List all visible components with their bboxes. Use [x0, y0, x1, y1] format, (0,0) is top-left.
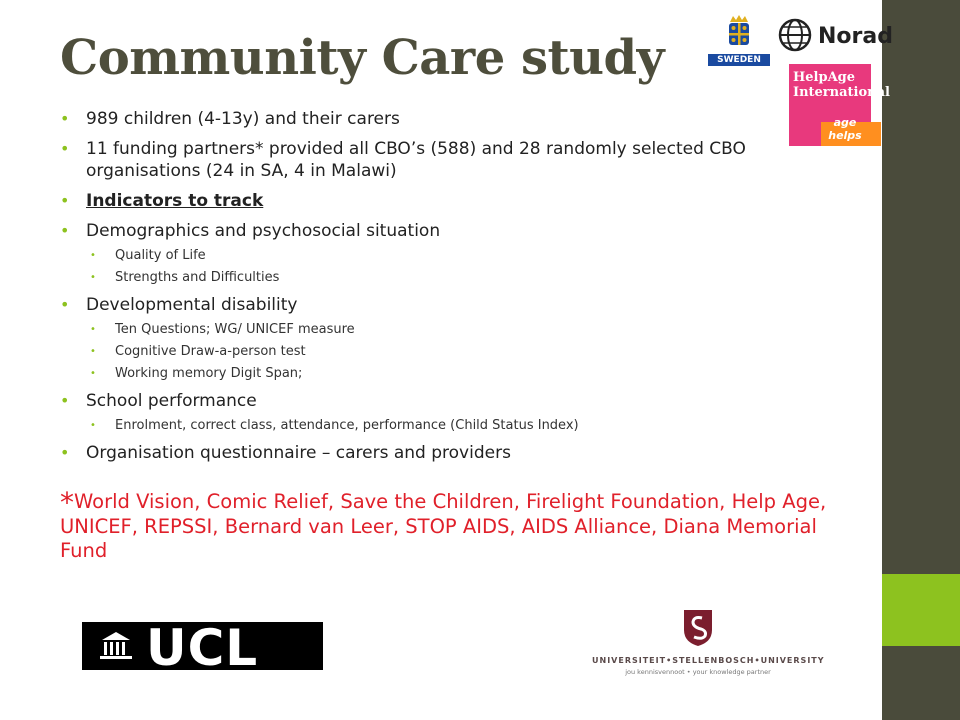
bullet-marker-icon: •: [90, 324, 96, 335]
bullet-item: [60, 220, 860, 242]
bullet-item: [60, 108, 860, 130]
funders-asterisk: *: [60, 486, 74, 519]
bullet-text: Organisation questionnaire – carers and providers: [86, 443, 511, 463]
bullet-marker-icon: •: [60, 191, 70, 210]
bullet-text: 989 children (4-13y) and their carers: [86, 109, 400, 129]
bullet-item: [60, 294, 860, 316]
helpage-wordmark: [793, 70, 890, 100]
bullet-marker-icon: •: [90, 272, 96, 283]
sidebar-accent-block: [882, 574, 960, 646]
bullet-marker-icon: •: [90, 368, 96, 379]
sweden-wordmark: SWEDEN: [708, 54, 770, 66]
bullet-marker-icon: •: [90, 420, 96, 431]
funders-text: World Vision, Comic Relief, Save the Children, Firelight Foundation, Help Age, UNICEF, REPSSI, Bernard van Leer, STOP AIDS, AIDS Alliance, Diana Memorial Fund: [60, 490, 827, 562]
bullet-marker-icon: •: [90, 346, 96, 357]
bullet-text: Cognitive Draw-a-person test: [115, 344, 306, 359]
ucl-logo: [82, 619, 323, 677]
bullet-marker-icon: •: [60, 391, 70, 410]
bullet-marker-icon: •: [60, 221, 70, 240]
norad-wordmark: Norad: [818, 24, 893, 49]
bullet-text: School performance: [86, 391, 257, 411]
stellenbosch-tagline: jou kennisvennoot • your knowledge partner: [625, 668, 771, 676]
slide-title: Community Care study: [60, 30, 664, 86]
bullet-marker-icon: •: [60, 295, 70, 314]
norad-logo: [778, 14, 893, 58]
bullet-item: [60, 442, 860, 464]
sub-bullet-item: [60, 418, 860, 434]
bullet-marker-icon: •: [90, 250, 96, 261]
bullet-text: Indicators to track: [86, 191, 264, 211]
bullet-text: Strengths and Difficulties: [115, 270, 280, 285]
bullet-text: Developmental disability: [86, 295, 298, 315]
bullet-item: [60, 138, 860, 182]
coat-of-arms-icon: [724, 14, 754, 48]
sweden-logo: [706, 12, 772, 64]
funders-note: [60, 486, 860, 563]
sub-bullet-item: [60, 344, 860, 360]
stellenbosch-logo: [592, 606, 825, 678]
bullet-item: [60, 190, 860, 212]
shield-icon: [682, 608, 714, 648]
sub-bullet-item: [60, 248, 860, 264]
bullet-text: 11 funding partners* provided all CBO’s (588) and 28 randomly selected CBO organisations (24 in SA, 4 in Malawi): [86, 139, 746, 181]
bullet-item: [60, 390, 860, 412]
bullet-marker-icon: •: [60, 443, 70, 462]
bullet-marker-icon: •: [60, 109, 70, 128]
portico-icon: [96, 630, 136, 660]
helpage-tagline: age helps: [828, 116, 862, 142]
sub-bullet-item: [60, 322, 860, 338]
bullet-marker-icon: •: [60, 139, 70, 158]
bullet-text: Working memory Digit Span;: [115, 366, 303, 381]
bullet-text: Ten Questions; WG/ UNICEF measure: [115, 322, 355, 337]
globe-icon: [778, 18, 812, 52]
stellenbosch-wordmark: UNIVERSITEIT•STELLENBOSCH•UNIVERSITY: [592, 656, 825, 665]
bullet-text: Enrolment, correct class, attendance, performance (Child Status Index): [115, 418, 579, 433]
bullet-text: Quality of Life: [115, 248, 206, 263]
ucl-wordmark: UCL: [146, 619, 259, 677]
helpage-line1: HelpAge: [793, 70, 856, 85]
bullet-list: [60, 108, 860, 464]
helpage-line2: International: [793, 85, 890, 100]
sub-bullet-item: [60, 366, 860, 382]
helpage-logo: [789, 64, 890, 146]
sub-bullet-item: [60, 270, 860, 286]
bullet-text: Demographics and psychosocial situation: [86, 221, 441, 241]
